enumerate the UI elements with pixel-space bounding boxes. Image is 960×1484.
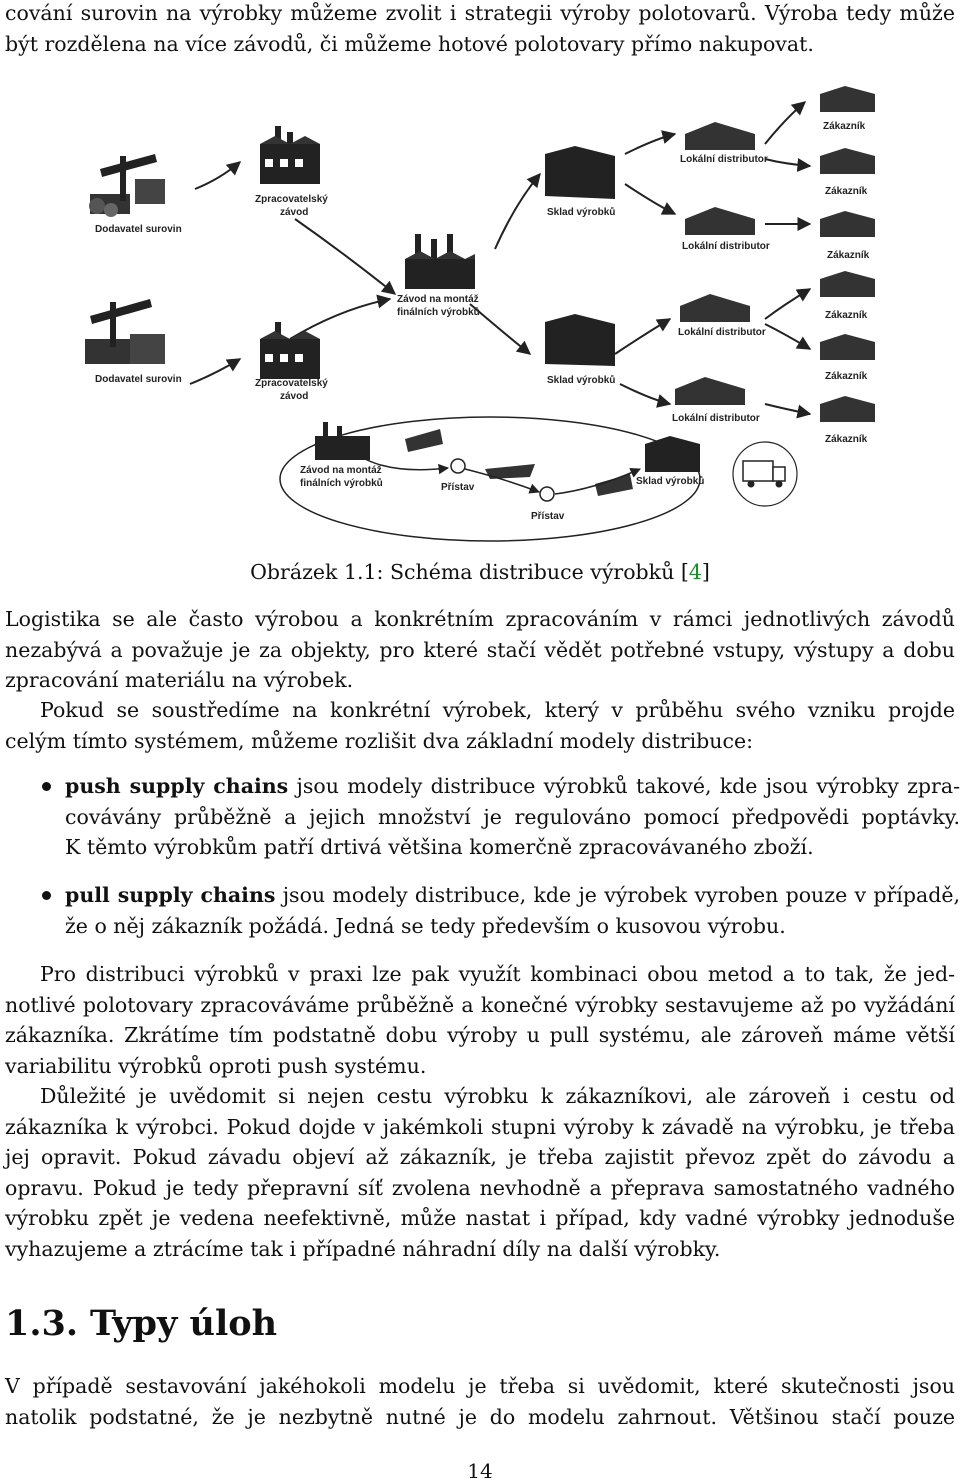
bullet-icon [42, 782, 51, 791]
customer-5-label: Zákazník [825, 371, 868, 382]
supplier-1-label: Dodavatel surovin [95, 224, 182, 235]
text-line: jej opravit. Pokud závadu objeví až zákazník, je třeba zajistit převoz zpět do závodu a [5, 1145, 955, 1169]
bullet-term: push supply chains [65, 774, 289, 798]
distributor-building-icon [685, 207, 755, 235]
inset-assembly-label-line1: Závod na montáž [300, 465, 382, 476]
processing-plant-2-label-line1: Zpracovatelský [255, 378, 328, 389]
assembly-plant [397, 234, 480, 318]
factory-icon [315, 422, 370, 460]
text-line: natolik podstatné, že je nezbytně nutné je do modelu zahrnout. Většinou stačí pouze [5, 1404, 955, 1429]
text-line: K těmto výrobkům patří drtivá většina komerčně zpracovávaného zboží. [65, 835, 814, 859]
distributor-3 [678, 294, 766, 338]
customer-1 [820, 86, 875, 132]
supplier-2-label: Dodavatel surovin [95, 374, 182, 385]
text-line: variabilitu výrobků oproti push systému. [5, 1053, 427, 1078]
distributor-1 [680, 122, 768, 165]
port-node-icon [451, 459, 465, 473]
text-line: vyhazujeme a ztrácíme tak i případné náhradní díly na další výrobky. [5, 1236, 721, 1261]
customer-building-icon [820, 396, 875, 422]
oil-pump-icon [85, 299, 165, 364]
warehouse-icon [545, 146, 615, 199]
paragraph-logistics [5, 604, 955, 696]
assembly-plant-label-line1: Závod na montáž [397, 294, 479, 305]
supplier-1 [89, 154, 182, 235]
paragraph-return-path [5, 1081, 955, 1264]
distributor-4-label: Lokální distributor [672, 413, 760, 424]
distributor-2-label: Lokální distributor [682, 241, 770, 252]
customer-3 [820, 211, 875, 261]
warehouse-2 [545, 314, 615, 386]
text-line: celým tímto systémem, můžeme rozlišit dva základní modely distribuce: [5, 728, 754, 753]
text-line: Pro distribuci výrobků v praxi lze pak využít kombinaci obou metod a to tak, že jed- [40, 962, 955, 986]
distribution-scheme-figure [75, 84, 870, 546]
text-line: zákazníka k výrobci. Pokud dojde v jakémkoli stupni výroby k závadě na výrobku, je třeba [5, 1114, 955, 1139]
distributor-building-icon [680, 294, 750, 322]
distributor-1-label: Lokální distributor [680, 154, 768, 165]
factory-icon [260, 322, 320, 379]
text-line: covávány průběžně a jejich množství je regulováno pomocí předpovědi poptávky. [65, 804, 960, 829]
warehouse-1-label: Sklad výrobků [547, 207, 616, 218]
assembly-plant-label-line2: finálních výrobků [397, 307, 480, 318]
distributor-building-icon [685, 122, 755, 150]
customer-5 [820, 334, 875, 382]
processing-plant-1-label-line1: Zpracovatelský [255, 194, 328, 205]
text-line: cování surovin na výrobky můžeme zvolit i strategii výroby polotovarů. Výroba tedy může [5, 1, 955, 25]
bullet-term: pull supply chains [65, 883, 276, 907]
inset-assembly-label-line2: finálních výrobků [300, 478, 383, 489]
customer-building-icon [820, 211, 875, 237]
warehouse-2-label: Sklad výrobků [547, 375, 616, 386]
section-title: Typy úloh [90, 1303, 278, 1344]
customer-building-icon [820, 148, 875, 174]
processing-plant-2 [255, 322, 328, 402]
paragraph-model-building [5, 1371, 955, 1432]
distributor-2 [682, 207, 770, 252]
factory-icon [405, 234, 475, 289]
section-heading [5, 1302, 277, 1346]
paragraph-combination [5, 959, 955, 1081]
text-line: V případě sestavování jakéhokoli modelu je třeba si uvědomit, které skutečnosti jsou [5, 1374, 955, 1398]
bullet-push-supply-chains [5, 771, 960, 863]
customer-6-label: Zákazník [825, 434, 868, 445]
caption-text: Obrázek 1.1: Schéma distribuce výrobků [ [250, 560, 689, 584]
bullet-icon [42, 891, 51, 900]
text-line: zpracování materiálu na výrobek. [5, 668, 354, 692]
port-2-label: Přístav [531, 511, 565, 522]
text-line: výrobku zpět je vedena neefektivně, může nastat i případ, kdy vadné výrobky jednoduše [5, 1206, 955, 1230]
text-line: push supply chains jsou modely distribuce výrobků takové, kde jsou výrobky zpra- [65, 774, 960, 798]
distributor-4 [672, 377, 760, 424]
warehouse-icon [645, 436, 700, 472]
port-node-icon [540, 487, 554, 501]
text-line: zákazníka. Zkrátíme tím podstatně dobu výroby u pull systému, ale zároveň máme větší [5, 1023, 955, 1047]
transport-inset [280, 417, 797, 541]
section-number: 1.3. [5, 1303, 79, 1344]
oil-pump-icon [89, 154, 165, 217]
text-line: nezabývá a považuje je za objekty, pro které stačí vědět potřebné vstupy, výstupy a dobu [5, 637, 955, 662]
distributor-3-label: Lokální distributor [678, 327, 766, 338]
bullet-pull-supply-chains [5, 880, 960, 941]
train-icon [405, 429, 443, 452]
caption-close: ] [701, 560, 710, 584]
text-line: být rozdělena na více závodů, či můžeme hotové polotovary přímo nakupovat. [5, 31, 814, 56]
text-line: pull supply chains jsou modely distribuce, kde je výrobek vyroben pouze v případě, [65, 883, 960, 907]
intro-paragraph [5, 0, 955, 59]
paragraph-distribution-models [5, 695, 955, 756]
citation-link[interactable]: 4 [688, 560, 702, 584]
text-line: že o něj zákazník požádá. Jedná se tedy především o kusovou výrobu. [65, 913, 786, 938]
supplier-2 [85, 299, 182, 385]
processing-plant-1 [255, 126, 328, 218]
page-number: 14 [467, 1459, 493, 1483]
port-1-label: Přístav [441, 482, 475, 493]
customer-building-icon [820, 86, 875, 112]
customer-building-icon [820, 334, 875, 360]
customer-4 [820, 271, 875, 321]
customer-4-label: Zákazník [825, 310, 868, 321]
text-line: Důležité je uvědomit si nejen cestu výrobku k zákazníkovi, ale zároveň i cestu od [40, 1084, 955, 1108]
train-icon [595, 474, 633, 496]
warehouse-1 [545, 146, 615, 218]
truck-icon [733, 442, 797, 506]
factory-icon [260, 126, 320, 184]
warehouse-icon [545, 314, 615, 366]
figure-caption [0, 557, 960, 587]
customer-3-label: Zákazník [827, 250, 870, 261]
inset-warehouse-label: Sklad výrobků [636, 476, 705, 487]
text-line: opravu. Pokud je tedy přepravní síť zvolena nevhodně a přeprava samostatného vadného [5, 1175, 955, 1200]
text-line: notlivé polotovary zpracováváme průběžně a konečné výrobky sestavujeme až po vyžádání [5, 992, 955, 1017]
customer-2-label: Zákazník [825, 186, 868, 197]
customer-1-label: Zákazník [823, 121, 866, 132]
text-line: Pokud se soustředíme na konkrétní výrobek, který v průběhu svého vzniku projde [40, 698, 955, 722]
customer-6 [820, 396, 875, 445]
processing-plant-2-label-line2: závod [280, 391, 309, 402]
distributor-building-icon [675, 377, 745, 405]
customer-building-icon [820, 271, 875, 297]
processing-plant-1-label-line2: závod [280, 207, 309, 218]
customer-2 [820, 148, 875, 197]
text-line: Logistika se ale často výrobou a konkrétním zpracováním v rámci jednotlivých závodů [5, 607, 955, 631]
